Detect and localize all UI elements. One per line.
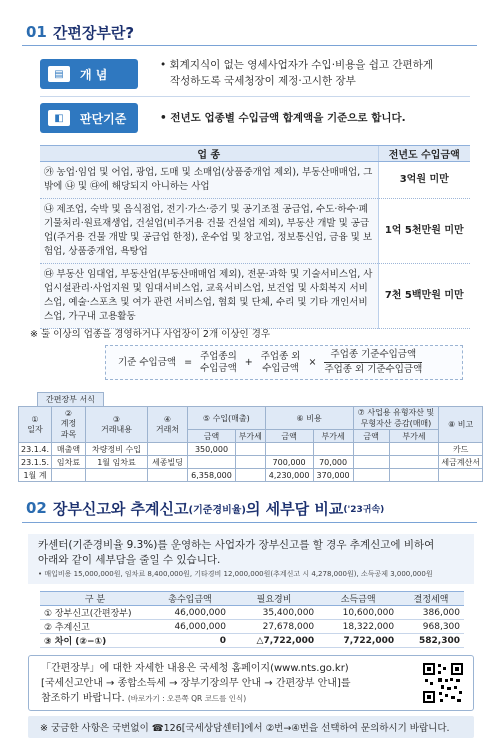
compare-col-category: 구 분	[40, 592, 150, 606]
callout-line-2: 아래와 같이 세부담을 줄일 수 있습니다.	[38, 554, 221, 566]
ledger-row	[19, 456, 483, 469]
amount-cell: 7천 5백만원 미만	[378, 264, 470, 329]
ledger-cell: 700,000	[265, 456, 313, 469]
callout-line-1: 카센터(기준경비율 9.3%)를 운영하는 사업자가 장부신고를 할 경우 추계신고에 비하여	[38, 539, 435, 551]
ledger-cell: 1월 임차료	[86, 456, 148, 469]
ledger-row	[19, 443, 483, 456]
ledger-cell: 23.1.4.	[19, 443, 52, 456]
qr-code-icon[interactable]	[421, 661, 465, 705]
compare-col-income: 소득금액	[318, 592, 398, 606]
sub-vat: 부가세	[236, 430, 266, 443]
ledger-cell	[236, 456, 266, 469]
ledger-cell	[52, 469, 86, 482]
section2-heading	[26, 498, 384, 518]
section1-number: 01	[26, 23, 47, 41]
ledger-cell	[265, 443, 313, 456]
ledger-cell: 70,000	[313, 456, 353, 469]
amount-cell: 3억원 미만	[378, 162, 470, 199]
compare-cell: 386,000	[398, 606, 464, 620]
formula-eq: =	[184, 356, 193, 368]
fraction-bar	[324, 362, 422, 363]
ledger-cell	[389, 469, 439, 482]
ledger-cell: 6,358,000	[188, 469, 236, 482]
ledger-col-account: ② 계정 과목	[52, 407, 86, 443]
sub-vat: 부가세	[313, 430, 353, 443]
ledger-cell: 임차료	[52, 456, 86, 469]
ledger-table	[18, 406, 483, 482]
section1-title: 간편장부란?	[52, 23, 135, 42]
industry-cell: ㉯ 제조업, 숙박 및 음식점업, 전기·가스·증기 및 공기조절 공급업, 수도·하수·폐기물처리·원료재생업, 건설업(비주거용 건물 건설업 제외), 부동산 개발 및 공급업(주거용 건물 개발 및 공급업 한정), 운수업 및 창고업, 정보통신업, 금융 및 보험업, 상품중개업, 욕탕업	[40, 199, 378, 264]
compare-col-revenue: 총수입금액	[150, 592, 230, 606]
ledger-header-row	[19, 407, 483, 430]
ledger-tab: 간편장부 서식	[37, 392, 104, 406]
comparison-table	[40, 591, 464, 648]
formula-fraction	[324, 349, 422, 376]
amount-cell: 1억 5천만원 미만	[378, 199, 470, 264]
ledger-cell	[236, 469, 266, 482]
ledger-cell: 23.1.5.	[19, 456, 52, 469]
ledger-cell	[353, 469, 389, 482]
compare-cell: 18,322,000	[318, 620, 398, 634]
sub-amount: 금액	[353, 430, 389, 443]
industry-cell: ㉮ 농업·임업 및 어업, 광업, 도매 및 소매업(상품중개업 제외), 부동산매매업, 그 밖에 ㉯ 및 ㉰에 해당되지 아니하는 사업	[40, 162, 378, 199]
ledger-col-date: ① 일자	[19, 407, 52, 443]
ledger-cell: 370,000	[313, 469, 353, 482]
compare-cell: △7,722,000	[230, 634, 318, 648]
formula-numerator: 주업종 기준수입금액	[330, 349, 417, 360]
ledger-cell	[389, 456, 439, 469]
ledger-col-description: ③ 거래내용	[86, 407, 148, 443]
industry-row	[40, 199, 470, 264]
example-callout	[28, 534, 474, 584]
criteria-text: • 전년도 업종별 수입금액 합계액을 기준으로 합니다.	[160, 112, 406, 124]
multi-business-note: ※ 둘 이상의 업종을 경영하거나 사업장이 2개 이상인 경우	[30, 329, 271, 340]
ledger-cell: 세금계산서	[439, 456, 483, 469]
sub-amount: 금액	[265, 430, 313, 443]
section2-rule	[22, 522, 477, 523]
section2-title-b: (기준경비율)	[188, 504, 246, 516]
formula-lhs: 기준 수입금액	[118, 356, 177, 368]
compare-cell: 35,400,000	[230, 606, 318, 620]
compare-cell: 7,722,000	[318, 634, 398, 648]
concept-label: 개 념	[80, 67, 108, 82]
industry-row	[40, 162, 470, 199]
section2-title-d: ('23귀속)	[343, 504, 385, 515]
industry-row	[40, 264, 470, 329]
ledger-cell	[353, 456, 389, 469]
ledger-cell	[148, 443, 188, 456]
info-box	[28, 655, 474, 711]
ledger-cell	[188, 456, 236, 469]
section2-title-c: 의 세부담 비교	[245, 499, 344, 518]
formula-b-bottom: 수입금액	[262, 362, 299, 374]
formula-denominator: 주업종 외 기준수입금액	[324, 364, 423, 375]
comparison-row	[40, 606, 464, 620]
info-line-1: 「간편장부」에 대한 자세한 내용은 국세청 홈페이지(www.nts.go.kr)	[41, 663, 349, 674]
concept-text	[160, 57, 433, 89]
section1-rule	[22, 45, 477, 46]
ledger-cell: 350,000	[188, 443, 236, 456]
ledger-cell	[236, 443, 266, 456]
info-line-3-wrap	[41, 691, 351, 706]
industry-col-header: 업 종	[40, 146, 378, 162]
industry-table	[40, 145, 470, 329]
divider	[40, 96, 470, 97]
comparison-diff-row	[40, 634, 464, 648]
industry-table-header	[40, 146, 470, 162]
compare-cell: 0	[150, 634, 230, 648]
compare-cell: ③ 차이 (②−①)	[40, 634, 150, 648]
ledger-cell: 세종빌딩	[148, 456, 188, 469]
compare-cell: 46,000,000	[150, 620, 230, 634]
ledger-col-assets: ⑦ 사업용 유형자산 및 무형자산 증감(매매)	[353, 407, 439, 430]
book-icon: ▤	[48, 66, 70, 82]
concept-line-1: • 회계지식이 없는 영세사업자가 수입·비용을 쉽고 간편하게	[160, 59, 433, 71]
ledger-cell: 카드	[439, 443, 483, 456]
compare-cell: 27,678,000	[230, 620, 318, 634]
compare-cell: ② 추계신고	[40, 620, 150, 634]
formula-plus: +	[244, 356, 253, 368]
formula-b-top: 주업종 외	[260, 350, 301, 362]
concept-line-2: 작성하도록 국세청장이 제정·고시한 장부	[170, 75, 356, 87]
formula-term-a	[200, 351, 237, 375]
criteria-label: 판단기준	[80, 111, 127, 126]
section2-number: 02	[26, 499, 47, 517]
comparison-row	[40, 620, 464, 634]
ledger-col-vendor: ④ 거래처	[148, 407, 188, 443]
formula-term-b	[261, 351, 301, 375]
ledger-cell	[439, 469, 483, 482]
ledger-total-row	[19, 469, 483, 482]
compare-col-expense: 필요경비	[230, 592, 318, 606]
compare-cell: 46,000,000	[150, 606, 230, 620]
concept-label-box	[40, 59, 138, 89]
formula-box	[105, 345, 463, 380]
compare-col-tax: 결정세액	[398, 592, 464, 606]
sub-amount: 금액	[188, 430, 236, 443]
ledger-cell	[148, 469, 188, 482]
industry-cell: ㉰ 부동산 임대업, 부동산업(부동산매매업 제외), 전문·과학 및 기술서비스업, 사업시설관리·사업지원 및 임대서비스업, 교육서비스업, 보건업 및 사회복지 서비스업, 예술·스포츠 및 여가 관련 서비스업, 협회 및 단체, 수리 및 기타 개인서비스업, 가구내 고용활동	[40, 264, 378, 329]
info-line-3: 참조하기 바랍니다.	[41, 693, 125, 704]
footer-contact: ※ 궁금한 사항은 국번없이 ☎126[국세상담센터]에서 ②번→④번을 선택하여 문의하시기 바랍니다.	[28, 716, 474, 738]
ledger-cell: 1월 계	[19, 469, 52, 482]
ledger-cell	[353, 443, 389, 456]
ledger-cell	[313, 443, 353, 456]
monitor-icon: ◧	[48, 110, 70, 126]
compare-cell: 582,300	[398, 634, 464, 648]
formula-a-bottom: 수입금액	[200, 362, 237, 374]
ledger-cell: 차량정비 수입	[86, 443, 148, 456]
info-line-2: [국세신고안내 → 종합소득세 → 장부기장의무 안내 → 간편장부 안내]를	[41, 678, 351, 689]
amount-col-header: 전년도 수입금액	[378, 146, 470, 162]
comparison-header-row	[40, 592, 464, 606]
formula-times: ×	[308, 356, 317, 368]
ledger-cell: 매출액	[52, 443, 86, 456]
ledger-cell	[389, 443, 439, 456]
ledger-col-income: ⑤ 수입(매출)	[188, 407, 266, 430]
sub-vat: 부가세	[389, 430, 439, 443]
section1-heading	[26, 22, 134, 42]
ledger-col-expense: ⑥ 비용	[265, 407, 353, 430]
compare-cell: 968,300	[398, 620, 464, 634]
compare-cell: ① 장부신고(간편장부)	[40, 606, 150, 620]
callout-note: • 매입비용 15,000,000원, 임차료 8,400,000원, 기타경비 12,000,000원(추계신고 시 4,278,000원), 소득공제 3,000,000원	[38, 570, 433, 578]
criteria-label-box	[40, 103, 138, 133]
ledger-cell: 4,230,000	[265, 469, 313, 482]
info-qr-hint: (바로가기 : 오른쪽 QR 코드를 인식)	[127, 694, 247, 703]
formula-a-top: 주업종의	[200, 350, 237, 362]
ledger-col-note: ⑧ 비고	[439, 407, 483, 443]
section2-title-a: 장부신고와 추계신고	[52, 499, 189, 518]
compare-cell: 10,600,000	[318, 606, 398, 620]
ledger-cell	[86, 469, 148, 482]
